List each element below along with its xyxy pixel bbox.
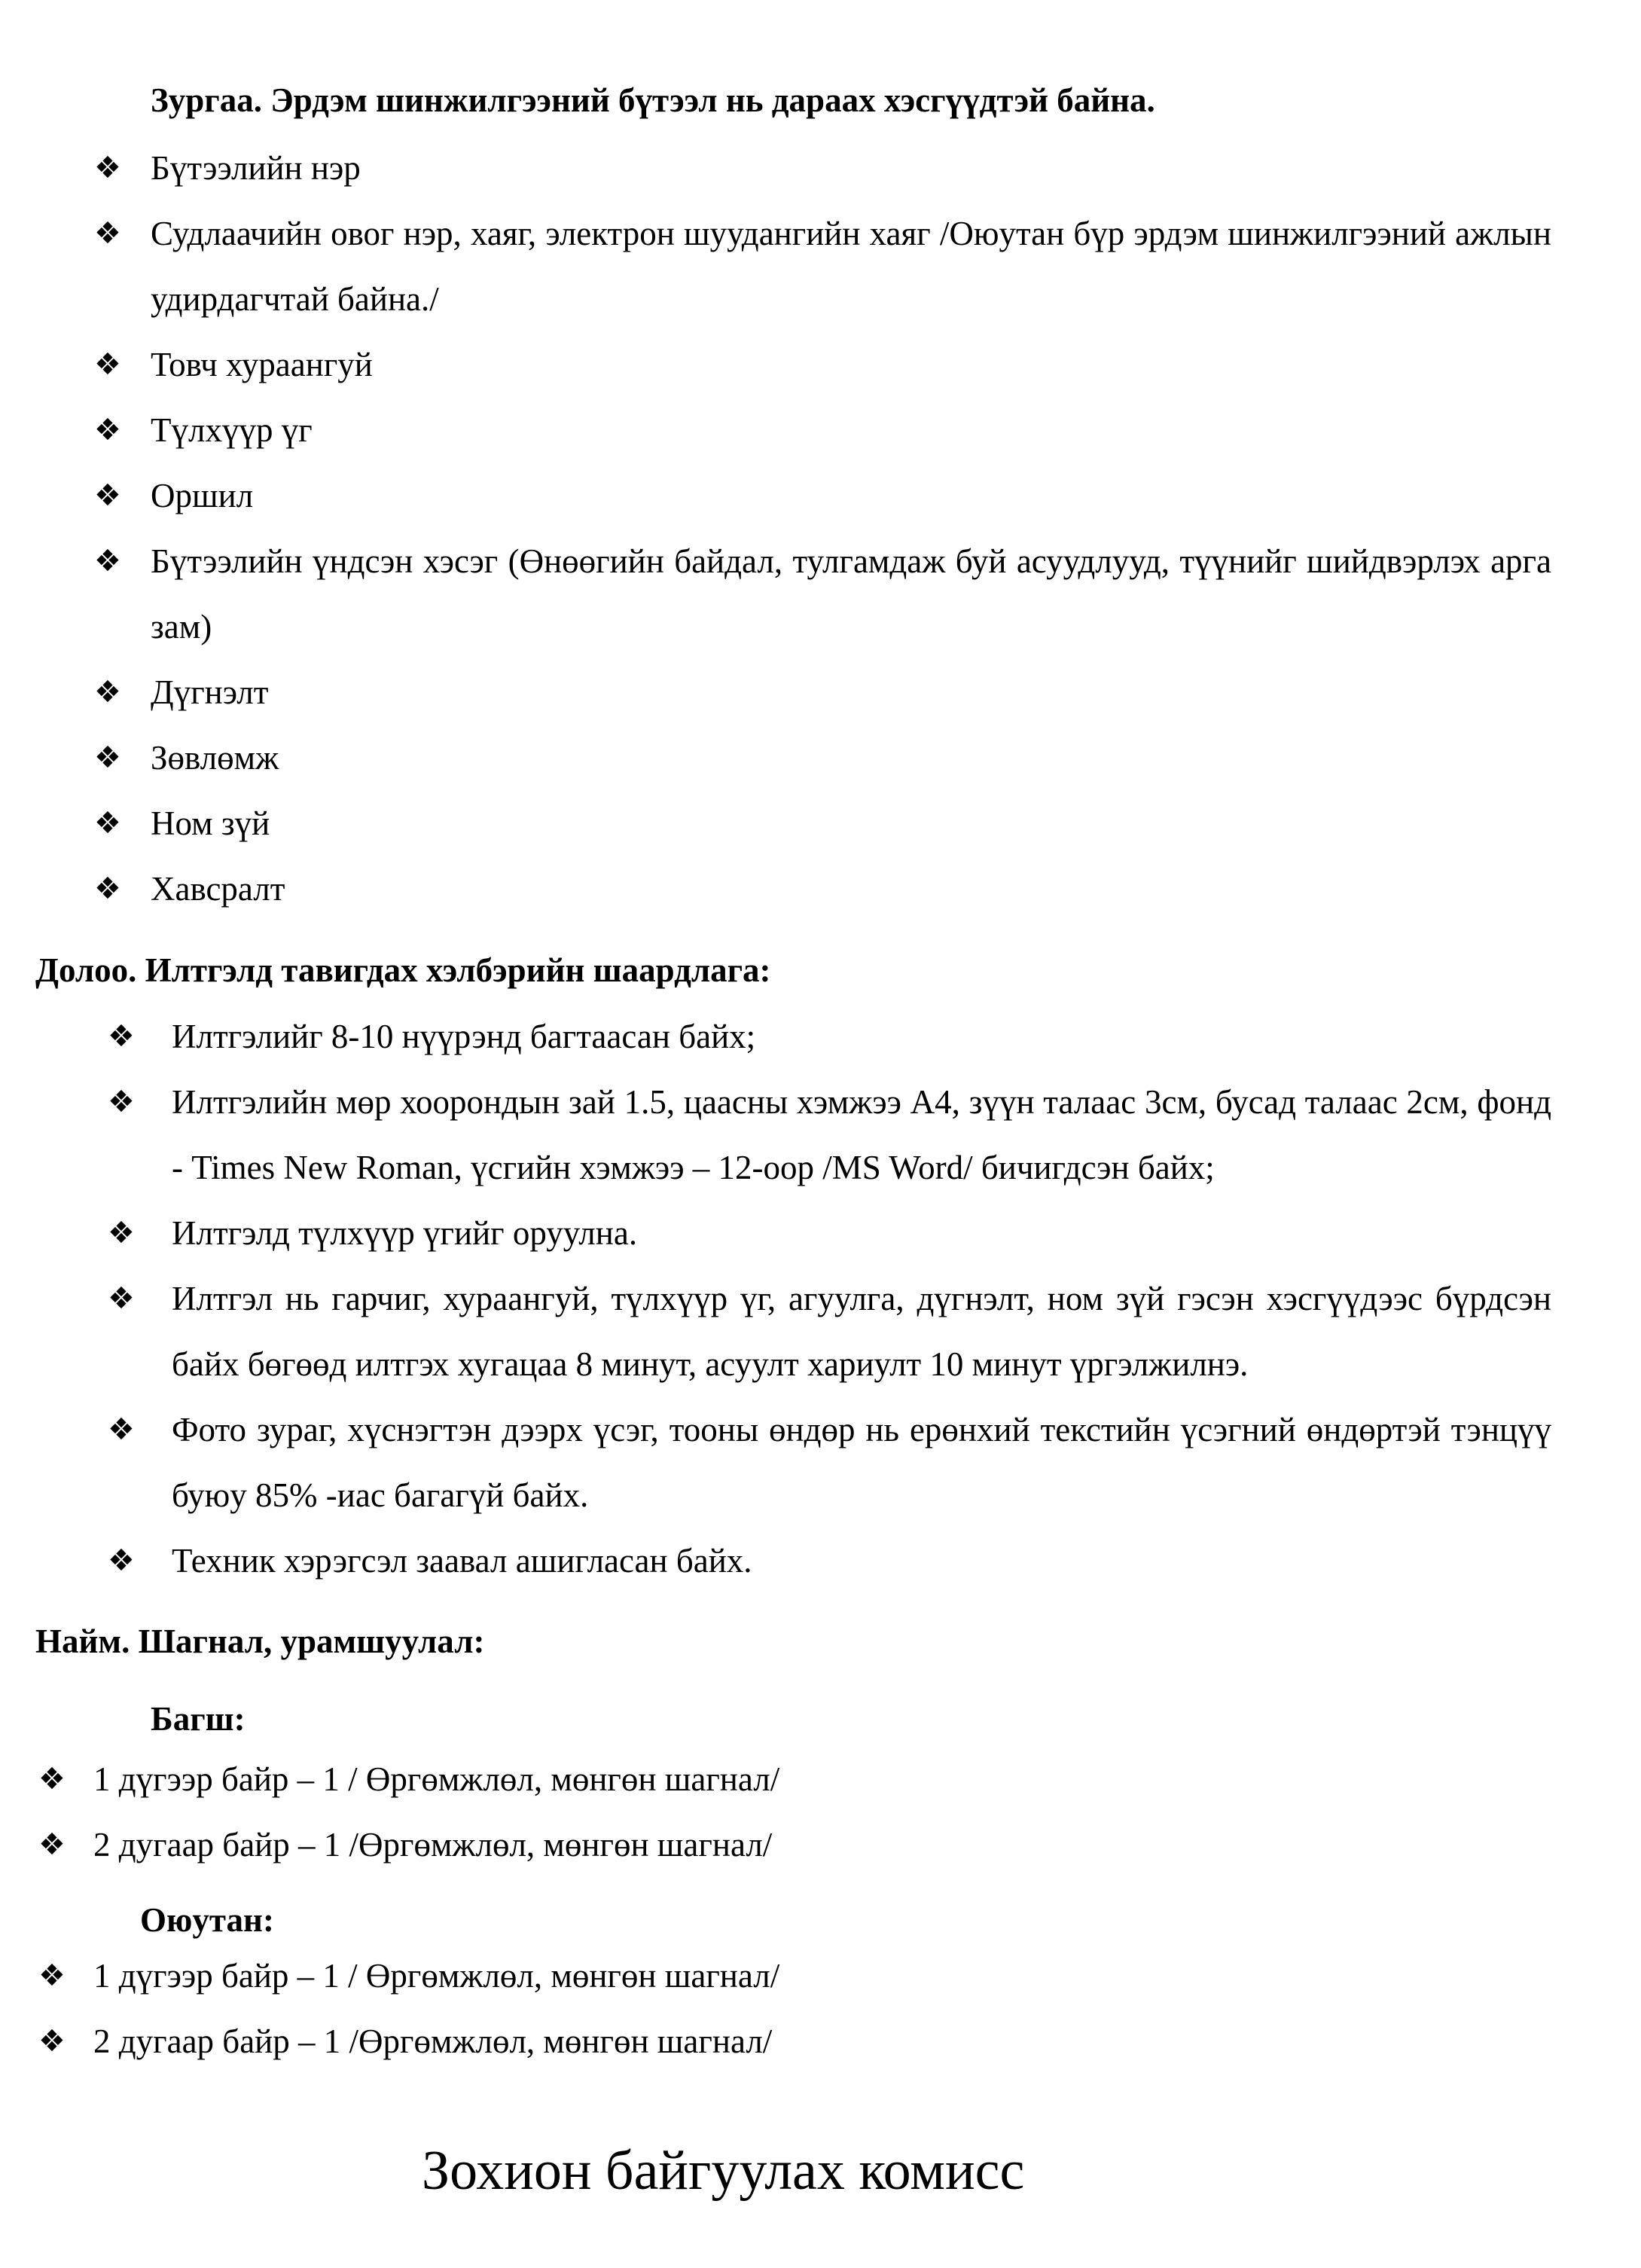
section-6-item-3: ❖ Товч хураангуй (151, 332, 1551, 398)
section-6-heading: Зургаа. Эрдэм шинжилгээний бүтээл нь дараах хэсгүүдтэй байна. (151, 81, 1155, 119)
section-7-item-4: ❖ Илтгэл нь гарчиг, хураангуй, түлхүүр үг, агуулга, дүгнэлт, ном зүй гэсэн хэсгүүдээс бүрдсэн байх бөгөөд илтгэх хугацаа 8 минут, асуулт хариулт 10 минут үргэлжилнэ. (172, 1266, 1551, 1397)
diamond-bullet-icon: ❖ (38, 2024, 66, 2059)
section-7-item-5: ❖ Фото зураг, хүснэгтэн дээрх үсэг, тооны өндөр нь ерөнхий текстийн үсэгний өндөртэй тэнцүү буюу 85% -иас багагүй байх. (172, 1397, 1551, 1528)
teacher-award-1: ❖ 1 дүгээр байр – 1 / Өргөмжлөл, мөнгөн шагнал/ (93, 1747, 779, 1812)
section-7-heading: Долоо. Илтгэлд тавигдах хэлбэрийн шаардлага: (35, 951, 771, 989)
diamond-bullet-icon: ❖ (94, 413, 121, 447)
diamond-bullet-icon: ❖ (108, 1281, 135, 1316)
diamond-bullet-icon: ❖ (94, 806, 121, 841)
diamond-bullet-icon: ❖ (94, 675, 121, 710)
diamond-bullet-icon: ❖ (94, 478, 121, 513)
diamond-bullet-icon: ❖ (94, 216, 121, 251)
diamond-bullet-icon: ❖ (38, 1762, 66, 1796)
section-6-item-4: ❖ Түлхүүр үг (151, 398, 1551, 463)
diamond-bullet-icon: ❖ (94, 544, 121, 578)
organizing-committee-title: Зохион байгуулах комисс (422, 2140, 1025, 2202)
diamond-bullet-icon: ❖ (108, 1543, 135, 1578)
diamond-bullet-icon: ❖ (94, 740, 121, 775)
student-award-2: ❖ 2 дугаар байр – 1 /Өргөмжлөл, мөнгөн шагнал/ (93, 2009, 772, 2074)
section-6-item-1: ❖ Бүтээлийн нэр (151, 136, 1551, 201)
section-7-item-3: ❖ Илтгэлд түлхүүр үгийг оруулна. (172, 1201, 1551, 1266)
section-6-item-10: ❖ Хавсралт (151, 856, 1551, 922)
diamond-bullet-icon: ❖ (38, 1958, 66, 1993)
diamond-bullet-icon: ❖ (94, 871, 121, 906)
student-award-1: ❖ 1 дүгээр байр – 1 / Өргөмжлөл, мөнгөн шагнал/ (93, 1943, 779, 2009)
section-7-item-1: ❖ Илтгэлийг 8-10 нүүрэнд багтаасан байх; (172, 1004, 1551, 1070)
student-label: Оюутан: (140, 1901, 274, 1939)
section-7-item-6: ❖ Техник хэрэгсэл заавал ашигласан байх. (172, 1528, 1551, 1594)
diamond-bullet-icon: ❖ (108, 1085, 135, 1119)
section-6-item-9: ❖ Ном зүй (151, 791, 1551, 856)
diamond-bullet-icon: ❖ (108, 1412, 135, 1447)
diamond-bullet-icon: ❖ (94, 347, 121, 382)
diamond-bullet-icon: ❖ (108, 1216, 135, 1250)
section-6-item-2: ❖ Судлаачийн овог нэр, хаяг, электрон шуудангийн хаяг /Оюутан бүр эрдэм шинжилгээний ажлын удирдагчтай байна./ (151, 201, 1551, 332)
section-7-item-2: ❖ Илтгэлийн мөр хоорондын зай 1.5, цаасны хэмжээ А4, зүүн талаас 3см, бусад талаас 2см, фонд - Times New Roman, үсгийн хэмжээ – 12-оор /MS Word/ бичигдсэн байх; (172, 1070, 1551, 1201)
section-6-item-7: ❖ Дүгнэлт (151, 660, 1551, 725)
section-6-item-5: ❖ Оршил (151, 463, 1551, 529)
diamond-bullet-icon: ❖ (94, 151, 121, 185)
section-8-heading: Найм. Шагнал, урамшуулал: (35, 1622, 485, 1660)
diamond-bullet-icon: ❖ (38, 1827, 66, 1862)
section-6-item-8: ❖ Зөвлөмж (151, 725, 1551, 791)
teacher-label: Багш: (151, 1700, 246, 1738)
section-6-item-6: ❖ Бүтээлийн үндсэн хэсэг (Өнөөгийн байдал, тулгамдаж буй асуудлууд, түүнийг шийдвэрлэх арга зам) (151, 529, 1551, 660)
diamond-bullet-icon: ❖ (108, 1019, 135, 1054)
teacher-award-2: ❖ 2 дугаар байр – 1 /Өргөмжлөл, мөнгөн шагнал/ (93, 1812, 772, 1878)
